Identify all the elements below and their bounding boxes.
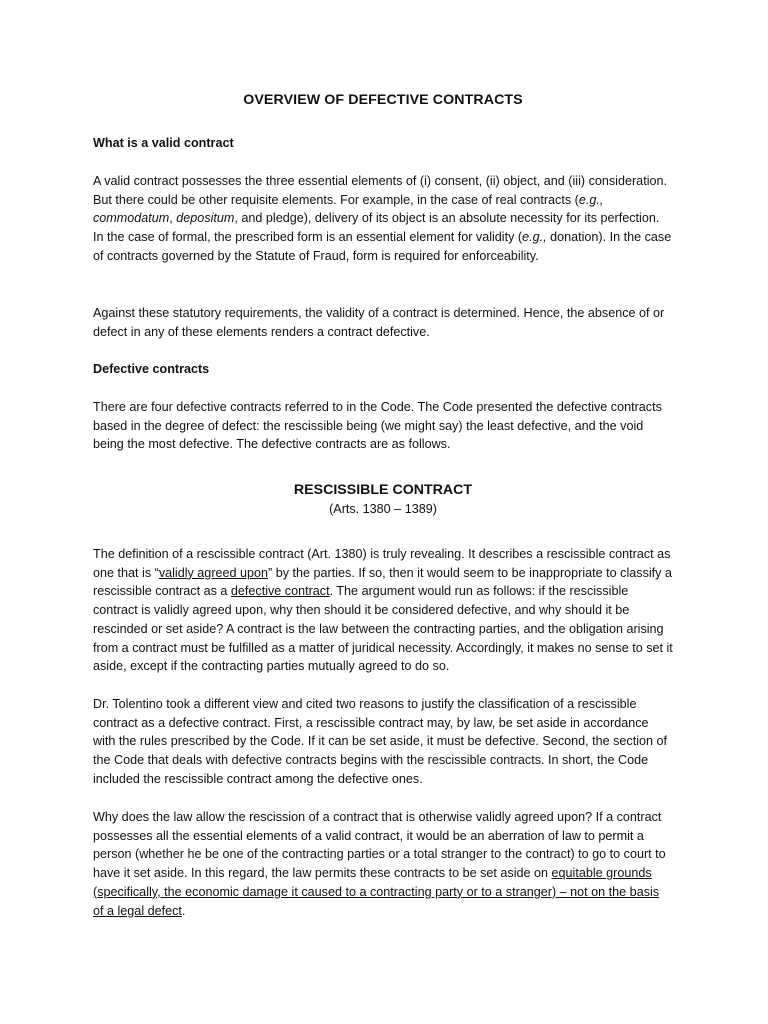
italic-text: e.g., [522, 230, 547, 245]
section-subheading-articles: (Arts. 1380 – 1389) [329, 502, 437, 516]
text-run: ” by the parties. If so, then it would seem to be inappropriate to classify a rescissible contract as a [93, 565, 672, 599]
document-title: OVERVIEW OF DEFECTIVE CONTRACTS [243, 92, 523, 108]
text-run: A valid contract possesses the three essential elements of (i) consent, (ii) object, and (iii) consideration. But there could be other requisite elements. For example, in the case of real contracts ( [93, 174, 667, 207]
italic-text: depositum [176, 211, 235, 226]
text-run: . The argument would run as follows: if the rescissible contract is validly agreed upon, why then should it be considered defective, and why should it be rescinded or set aside? A contract is the law between the contracting parties, and the obligation arising from a contract must be fulfilled as a matter of juridical necessity. Accordingly, it makes no sense to set it aside, except if the contracting parties mutually agreed to do so. [93, 584, 673, 674]
paragraph-statutory-requirements: Against these statutory requirements, the validity of a contract is determined. Hence, the absence of or defect in any of these elements renders a contract defective. [93, 306, 665, 339]
paragraph-definition [93, 545, 673, 676]
paragraph-why-rescission [93, 808, 673, 920]
text-run: donation). In the case of contracts governed by the Statute of Fraud, form is required for enforceability. [93, 230, 672, 263]
paragraph-valid-contract [93, 172, 673, 266]
text-run: . [181, 903, 186, 918]
underlined-text: validly agreed upon [158, 565, 269, 580]
paragraph-tolentino: Dr. Tolentino took a different view and cited two reasons to justify the classification of a rescissible contract as a defective contract. First, a rescissible contract may, by law, be set aside in accordance with the rules prescribed by the Code. If it can be set aside, it must be defective. Second, the section of the Code that deals with defective contracts begins with the rescissible contracts. In short, the Code included the rescissible contract among the defective ones. [93, 697, 668, 786]
text-run: Why does the law allow the rescission of a contract that is otherwise validly agreed upon? If a contract possesses all the essential elements of a valid contract, it would be an aberration of law to permit a person (whether he be one of the contracting parties or a total stranger to the contract) to go to court to have it set aside. In this regard, the law permits these contracts to be set aside on [93, 810, 666, 881]
paragraph-four-defective-contracts: There are four defective contracts referred to in the Code. The Code presented the defective contracts based in the degree of defect: the rescissible being (we might say) the least defective, and the void being the most defective. The defective contracts are as follows. [93, 400, 662, 452]
underlined-text: equitable grounds (specifically, the economic damage it caused to a contracting party or to a stranger) – not on the basis of a legal defect [93, 866, 660, 918]
text-run: , and pledge), delivery of its object is an absolute necessity for its perfection. In the case of formal, the prescribed form is an essential element for validity ( [93, 211, 660, 245]
section-heading-defective-contracts: Defective contracts [93, 362, 210, 376]
text-run: , [169, 211, 177, 226]
underlined-text: defective contract [230, 584, 330, 599]
section-heading-rescissible-contract: RESCISSIBLE CONTRACT [293, 482, 473, 498]
italic-text: e.g., commodatum [93, 192, 604, 226]
text-run: The definition of a rescissible contract (Art. 1380) is truly revealing. It describes a rescissible contract as one that is “ [93, 547, 671, 580]
section-heading-valid-contract: What is a valid contract [93, 136, 234, 150]
